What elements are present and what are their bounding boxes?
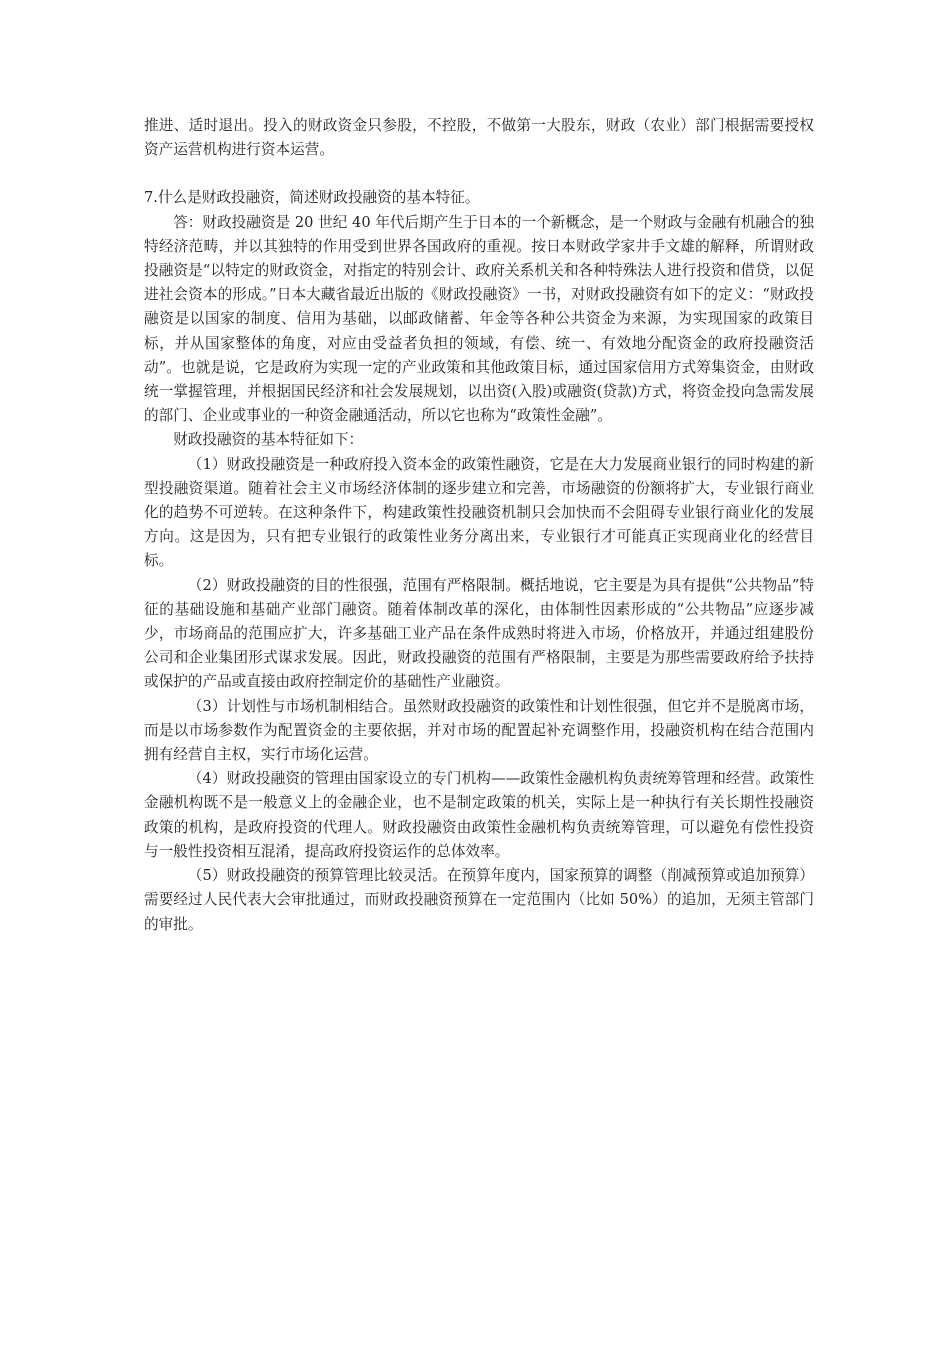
feature-paragraph-3: （3）计划性与市场机制相结合。虽然财政投融资的政策性和计划性很强，但它并不是脱离市场，而是以市场参数作为配置资金的主要依据，并对市场的配置起补充调整作用，投融资机构在结合范围内拥有经营自主权，实行市场化运营。 xyxy=(144,697,814,764)
features-heading: 财政投融资的基本特征如下： xyxy=(173,431,364,449)
feature-paragraph-4: （4）财政投融资的管理由国家设立的专门机构——政策性金融机构负责统筹管理和经营。政策性金融机构既不是一般意义上的金融企业，也不是制定政策的机关，实际上是一种执行有关长期性投融资政策的机构，是政府投资的代理人。财政投融资由政策性金融机构负责统筹管理，可以避免有偿性投资与一般性投资相互混淆，提高政府投资运作的总体效率。 xyxy=(144,770,814,860)
feature-paragraph-5: （5）财政投融资的预算管理比较灵活。在预算年度内，国家预算的调整（削减预算或追加预算）需要经过人民代表大会审批通过，而财政投融资预算在一定范围内（比如 50%）的追加，无须主管部门的审批。 xyxy=(144,867,814,933)
answer-intro-paragraph: 答：财政投融资是 20 世纪 40 年代后期产生于日本的一个新概念，是一个财政与金融有机融合的独特经济范畴，并以其独特的作用受到世界各国政府的重视。按日本财政学家井手文雄的解释，所谓财政投融资是“以特定的财政资金，对指定的特别会计、政府关系机关和各种特殊法人进行投资和借贷，以促进社会资本的形成。”日本大藏省最近出版的《财政投融资》一书，对财政投融资有如下的定义：“财政投融资是以国家的制度、信用为基础，以邮政储蓄、年金等各种公共资金为来源，为实现国家的政策目标，并从国家整体的角度，对应由受益者负担的领域，有偿、统一、有效地分配资金的政府投融资活动”。也就是说，它是政府为实现一定的产业政策和其他政策目标，通过国家信用方式筹集资金，由财政统一掌握管理，并根据国民经济和社会发展规划，以出资(入股)或融资(贷款)方式，将资金投向急需发展的部门、企业或事业的一种资金融通活动，所以它也称为“政策性金融”。 xyxy=(144,213,814,425)
document-body xyxy=(144,114,814,937)
question-heading: 7.什么是财政投融资，简述财政投融资的基本特征。 xyxy=(144,189,480,207)
feature-paragraph-1: （1）财政投融资是一种政府投入资本金的政策性融资，它是在大力发展商业银行的同时构建的新型投融资渠道。随着社会主义市场经济体制的逐步建立和完善，市场融资的份额将扩大，专业银行商业化的趋势不可逆转。在这种条件下，构建政策性投融资机制只会加快而不会阻碍专业银行商业化的发展方向。这是因为，只有把专业银行的政策性业务分离出来，专业银行才可能真正实现商业化的经营目标。 xyxy=(144,455,814,570)
feature-paragraph-2: （2）财政投融资的目的性很强，范围有严格限制。概括地说，它主要是为具有提供“公共物品”特征的基础设施和基础产业部门融资。随着体制改革的深化，由体制性因素形成的“公共物品”应逐步减少，市场商品的范围应扩大，许多基础工业产品在条件成熟时将进入市场，价格放开，并通过组建股份公司和企业集团形式谋求发展。因此，财政投融资的范围有严格限制，主要是为那些需要政府给予扶持或保护的产品或直接由政府控制定价的基础性产业融资。 xyxy=(144,576,814,691)
continuation-paragraph: 推进、适时退出。投入的财政资金只参股，不控股，不做第一大股东，财政（农业）部门根据需要授权资产运营机构进行资本运营。 xyxy=(144,117,814,159)
